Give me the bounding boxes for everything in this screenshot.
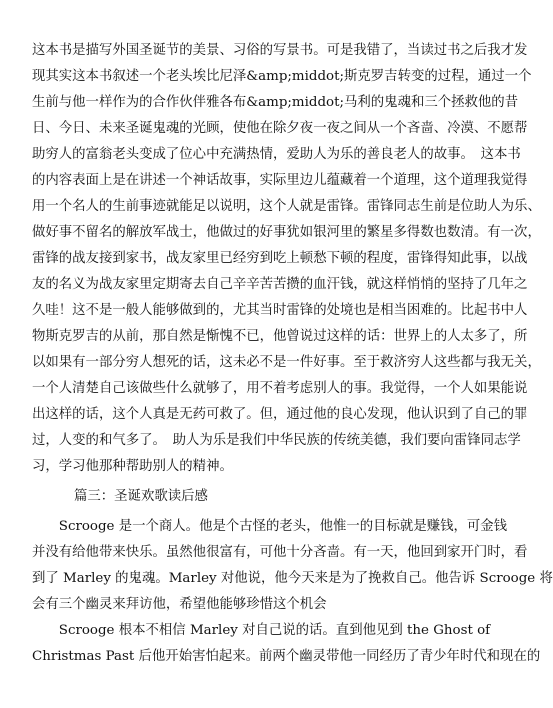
text-line: Scrooge 根本不相信 Marley 对自己说的话。直到他见到 the Ghost of	[32, 623, 491, 638]
text-line: 出这样的话，这个人真是无药可救了。但，通过他的良心发现，他认识到了自己的罪	[32, 407, 528, 422]
text-line: 雷锋的战友接到家书，战友家里已经穷到吃上顿愁下顿的程度，雷锋得知此事，以战	[32, 251, 528, 266]
text-line: 以如果有一部分穷人想死的话，这未必不是一件好事。至于救济穷人这些都与我无关，	[32, 355, 541, 370]
section-paragraphs	[32, 514, 553, 670]
text-line: 过，人变的和气多了。 助人为乐是我们中华民族的传统美德，我们要向雷锋同志学	[32, 433, 521, 448]
text-line: 一个人清楚自己该做些什么就够了，用不着考虑别人的事。我觉得，一个人如果能说	[32, 381, 528, 396]
text-line: 现其实这本书叙述一个老头埃比尼泽&amp;middot;斯克罗吉转变的过程，通过一个	[32, 69, 532, 84]
text-line: 这本书是描写外国圣诞节的美景、习俗的写景书。可是我错了，当读过书之后我才发	[32, 43, 528, 58]
text-line: 生前与他一样作为的合作伙伴雅各布&amp;middot;马利的鬼魂和三个拯救他的昔	[32, 95, 519, 110]
section-title: 篇三：圣诞欢歌读后感	[74, 489, 208, 504]
text-line: 习，学习他那种帮助别人的精神。	[32, 459, 233, 474]
text-line: 做好事不留名的解放军战士，他做过的好事犹如银河里的繁星多得数也数清。有一次，	[32, 225, 541, 240]
text-line: 的内容表面上是在讲述一个神话故事，实际里边儿蕴藏着一个道理，这个道理我觉得	[32, 173, 528, 188]
text-line: 会有三个幽灵来拜访他，希望他能够珍惜这个机会	[32, 597, 327, 612]
text-line: Christmas Past 后他开始害怕起来。前两个幽灵带他一同经历了青少年时代和现在的	[32, 649, 541, 664]
text-line: 用一个名人的生前事迹就能足以说明，这个人就是雷锋。雷锋同志生前是位助人为乐、	[32, 199, 541, 214]
review-paragraph	[32, 38, 541, 480]
text-line: 助穷人的富翁老头变成了位心中充满热情，爱助人为乐的善良老人的故事。 这本书	[32, 147, 521, 162]
text-line: 友的名义为战友家里定期寄去自己辛辛苦苦攒的血汗钱，就这样悄悄的坚持了几年之	[32, 277, 528, 292]
text-line: 到了 Marley 的鬼魂。Marley 对他说，他今天来是为了挽救自己。他告诉 Scrooge 将	[32, 571, 553, 586]
text-line: 久哇！这不是一般人能够做到的，尤其当时雷锋的处境也是相当困难的。比起书中人	[32, 303, 528, 318]
text-line: 日、今日、未来圣诞鬼魂的光顾，使他在除夕夜一夜之间从一个吝啬、冷漠、不愿帮	[32, 121, 528, 136]
text-line: Scrooge 是一个商人。他是个古怪的老头，他惟一的目标就是赚钱，可金钱	[32, 519, 508, 534]
text-line: 并没有给他带来快乐。虽然他很富有，可他十分吝啬。有一天，他回到家开门时，看	[32, 545, 528, 560]
text-line: 物斯克罗吉的从前，那自然是惭愧不已，他曾说过这样的话：世界上的人太多了，所	[32, 329, 528, 344]
